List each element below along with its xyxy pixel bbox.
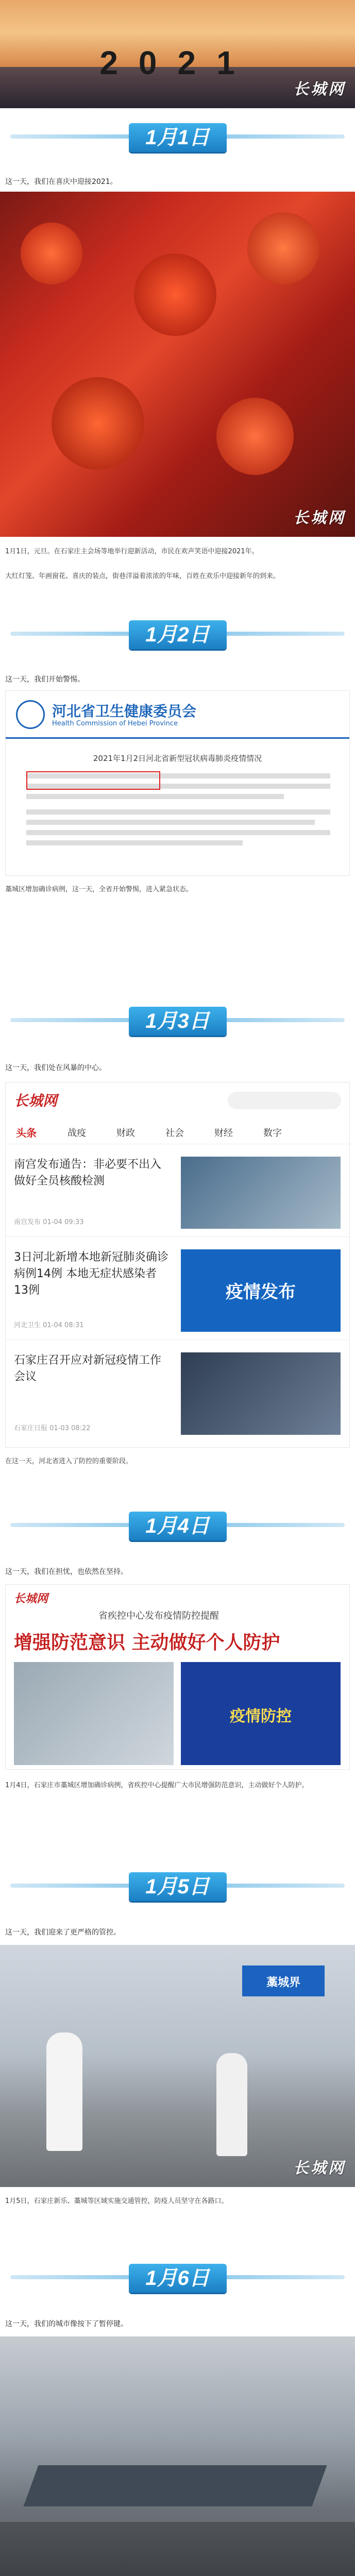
road-sign: 藁城界 [266,1976,300,1989]
section-lead: 这一天，我们开始警惕。 [5,675,84,684]
brand-logo: 长城网 [293,2159,346,2177]
date-label: 1月6日 [145,2267,210,2290]
photo-caption: 藁城区增加确诊病例，这一天，全省开始警惕，进入紧急状态。 [5,886,193,893]
empty-street-photo [0,2336,355,2576]
date-label: 1月2日 [145,623,210,646]
lanterns-photo [0,192,355,537]
cdc-notice-screenshot [5,1584,350,1770]
tab-digital[interactable]: 数字 [263,1128,282,1139]
date-banner-6 [0,2257,355,2313]
app-logo: 长城网 [14,1092,58,1109]
section-lead: 这一天，我们的城市像按下了暂停键。 [5,2320,128,2328]
notice-header: 省疾控中心发布疫情防控提醒 [98,1611,219,1621]
date-banner-1 [0,116,355,173]
photo-caption: 大红灯笼、年画窗花、喜庆的装点，街巷洋溢着浓浓的年味，百姓在欢乐中迎接新年的到来。 [5,572,280,580]
doc-org-en: Health Commission of Hebei Province [52,720,178,727]
date-label: 1月4日 [145,1515,210,1537]
checkpoint-photo [0,1945,355,2187]
health-commission-notice [5,690,350,876]
news-app-screenshot [5,1082,350,1448]
hero-photo-2021 [0,0,355,108]
date-label: 1月5日 [145,1875,210,1898]
photo-caption: 1月1日，元旦。在石家庄主会场等地举行迎新活动，市民在欢声笑语中迎接2021年。 [5,548,259,555]
tab-economy[interactable]: 财经 [214,1128,233,1139]
date-banner-3 [0,999,355,1056]
section-lead: 这一天，我们迎来了更严格的管控。 [5,1928,121,1937]
brand-logo: 长城网 [293,80,346,98]
news-meta: 石家庄日报 01-03 08:22 [14,1425,91,1432]
news-thumb [181,1352,341,1435]
date-label: 1月3日 [145,1010,210,1032]
news-meta: 南宫发布 01-04 09:33 [14,1218,84,1226]
news-title: 南宫发布通告：非必要不出入 做好全员核酸检测 [14,1158,162,1188]
tab-society[interactable]: 社会 [165,1128,184,1139]
notice-photo [14,1662,174,1765]
tab-finance-gov[interactable]: 财政 [116,1128,135,1139]
news-title: 石家庄召开应对新冠疫情工作会议 [14,1354,162,1383]
news-item[interactable] [6,1345,349,1443]
tab-epidemic[interactable]: 战疫 [67,1128,86,1139]
news-badge: 疫情发布 [226,1282,296,1302]
section-lead: 这一天，我们在喜庆中迎接2021。 [5,178,117,186]
doc-org: 河北省卫生健康委员会 [52,703,197,720]
hero-text: 2021 [99,44,256,81]
photo-caption: 1月4日，石家庄市藁城区增加确诊病例，省疾控中心提醒广大市民增强防范意识，主动做好个人防护。 [5,1782,309,1789]
date-banner-5 [0,1865,355,1922]
photo-caption: 1月5日，石家庄新乐、藁城等区域实施交通管控，防疫人员坚守在各路口。 [5,2197,228,2205]
section-lead: 这一天，我们处在风暴的中心。 [5,1064,106,1072]
photo-caption: 在这一天，河北省进入了防控的重要阶段。 [5,1458,133,1465]
news-tabs [6,1118,349,1144]
notice-banner: 疫情防控 [230,1707,292,1725]
section-lead: 这一天，我们在担忧，也依然在坚持。 [5,1568,128,1576]
news-thumb [181,1249,341,1332]
tab-headline[interactable]: 头条 [16,1127,37,1139]
notice-headline: 增强防范意识 主动做好个人防护 [14,1632,280,1653]
news-item[interactable] [6,1149,349,1237]
news-title: 3日河北新增本地新冠肺炎确诊病例14例 本地无症状感染者13例 [14,1251,168,1297]
news-thumb [181,1157,341,1229]
news-meta: 河北卫生 01-04 08:31 [14,1321,84,1329]
date-banner-4 [0,1504,355,1561]
date-banner-2 [0,613,355,670]
app-logo: 长城网 [14,1592,48,1605]
brand-logo: 长城网 [293,509,346,527]
doc-title: 2021年1月2日河北省新型冠状病毒肺炎疫情情况 [93,754,262,763]
date-label: 1月1日 [145,126,210,149]
news-item[interactable] [6,1242,349,1340]
notice-photo [181,1662,341,1765]
